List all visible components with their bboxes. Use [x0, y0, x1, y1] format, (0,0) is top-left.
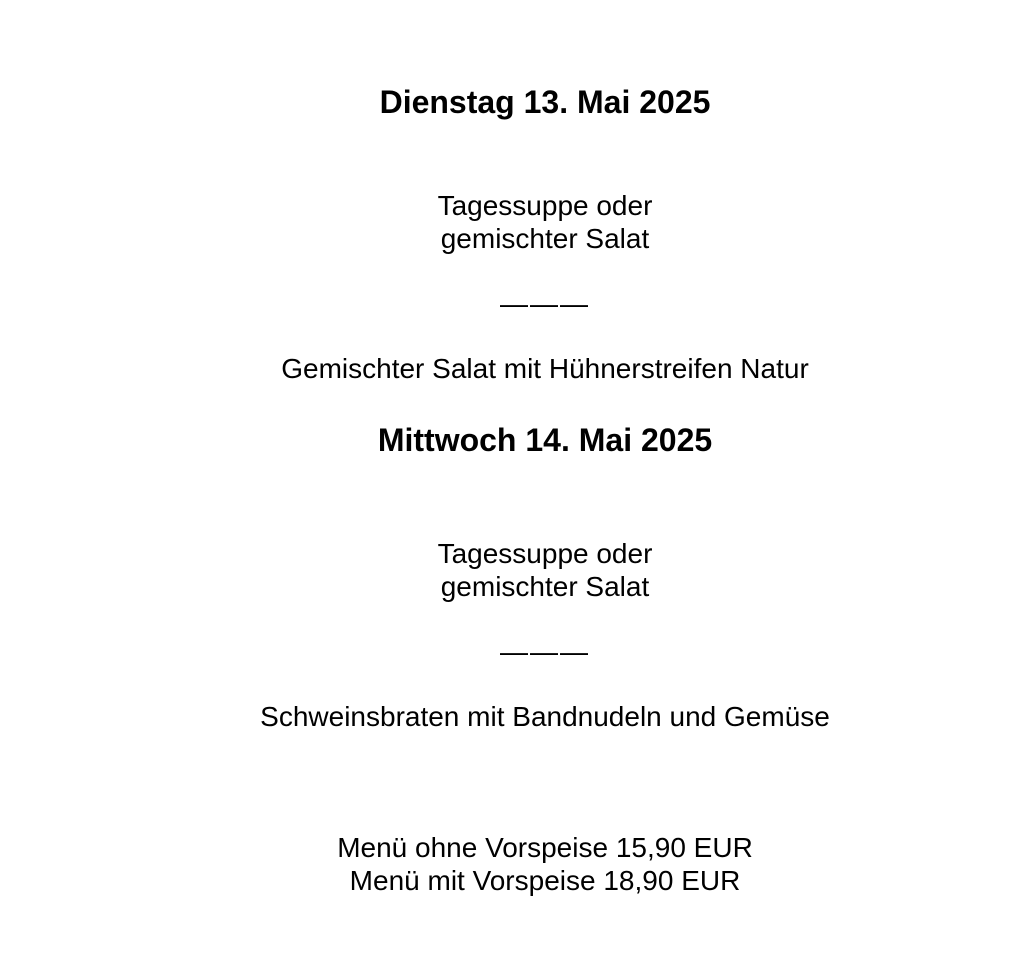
separator-tuesday: ——— — [500, 288, 590, 319]
day-heading-tuesday: Dienstag 13. Mai 2025 — [379, 84, 711, 120]
starter-line-tuesday-2: gemischter Salat — [440, 223, 650, 254]
main-dish-wednesday: Schweinsbraten mit Bandnudeln und Gemüse — [260, 701, 830, 732]
price-with-starter: Menü mit Vorspeise 18,90 EUR — [349, 865, 741, 896]
day-heading-wednesday: Mittwoch 14. Mai 2025 — [377, 422, 713, 458]
starter-line-wednesday-2: gemischter Salat — [440, 571, 650, 602]
separator-wednesday: ——— — [500, 636, 590, 667]
price-without-starter: Menü ohne Vorspeise 15,90 EUR — [337, 832, 753, 863]
starter-line-wednesday-1: Tagessuppe oder — [437, 538, 653, 569]
starter-line-tuesday-1: Tagessuppe oder — [437, 190, 653, 221]
main-dish-tuesday: Gemischter Salat mit Hühnerstreifen Natur — [281, 353, 809, 384]
